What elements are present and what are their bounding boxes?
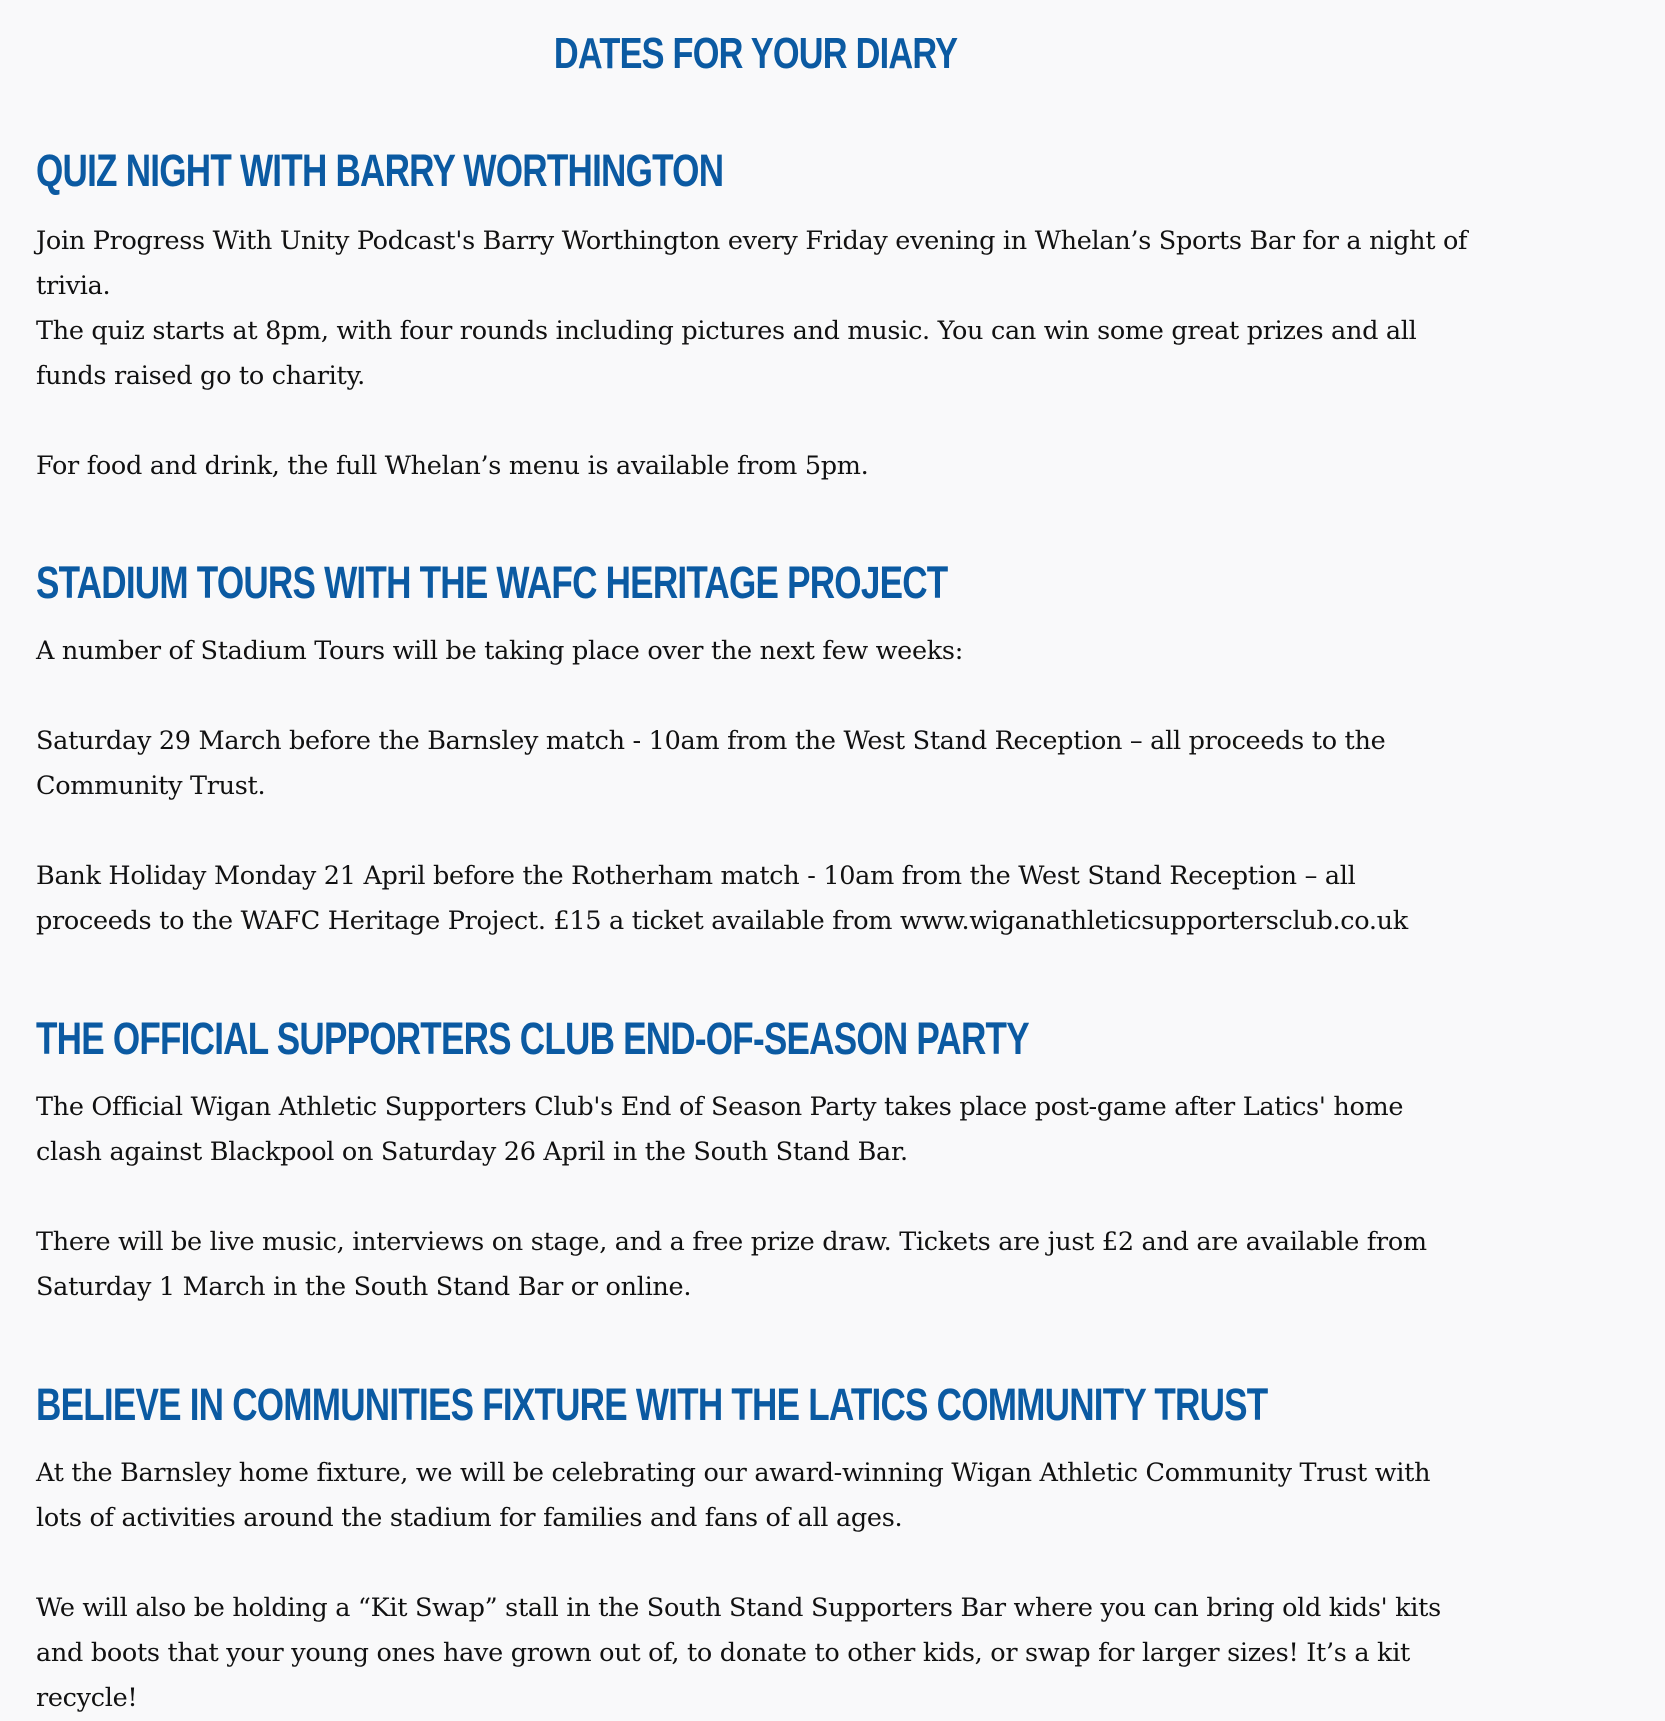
- section-paragraph: Bank Holiday Monday 21 April before the Rotherham match - 10am from the West Stand Reception – all proceeds to the WAFC Heritage Project. £15 a ticket available from www.wiganathleticsupportersclub.co.uk: [36, 861, 1408, 936]
- section-paragraph: For food and drink, the full Whelan’s menu is available from 5pm.: [36, 451, 869, 481]
- section-paragraph: The Official Wigan Athletic Supporters Club's End of Season Party takes place post-game after Latics' home clash against Blackpool on Saturday 26 April in the South Stand Bar.: [36, 1092, 1404, 1167]
- page-title: DATES FOR YOUR DIARY: [553, 29, 958, 78]
- section-paragraph: Saturday 29 March before the Barnsley match - 10am from the West Stand Reception – all proceeds to the Community Trust.: [36, 726, 1386, 801]
- section-paragraph: Join Progress With Unity Podcast's Barry Worthington every Friday evening in Whelan’s Sports Bar for a night of trivia.: [36, 226, 1468, 301]
- section-heading-quiz-night: QUIZ NIGHT WITH BARRY WORTHINGTON: [36, 145, 724, 196]
- section-paragraph: There will be live music, interviews on stage, and a free prize draw. Tickets are just £2 and are available from Saturday 1 March in the South Stand Bar or online.: [36, 1227, 1427, 1302]
- section-paragraph: At the Barnsley home fixture, we will be celebrating our award-winning Wigan Athletic Community Trust with lots of activities around the stadium for families and fans of all ages.: [36, 1458, 1431, 1533]
- section-paragraph: A number of Stadium Tours will be taking place over the next few weeks:: [36, 636, 963, 666]
- section-heading-believe-in-communities: BELIEVE IN COMMUNITIES FIXTURE WITH THE LATICS COMMUNITY TRUST: [36, 1379, 1268, 1430]
- section-paragraph: The quiz starts at 8pm, with four rounds including pictures and music. You can win some great prizes and all funds raised go to charity.: [36, 316, 1417, 391]
- section-heading-end-of-season-party: THE OFFICIAL SUPPORTERS CLUB END-OF-SEASON PARTY: [36, 1013, 1029, 1064]
- section-paragraph: We will also be holding a “Kit Swap” stall in the South Stand Supporters Bar where you can bring old kids' kits and boots that your young ones have grown out of, to donate to other kids, or swap for larger sizes! It’s a kit recycle!: [36, 1593, 1441, 1713]
- section-heading-stadium-tours: STADIUM TOURS WITH THE WAFC HERITAGE PROJECT: [36, 557, 948, 608]
